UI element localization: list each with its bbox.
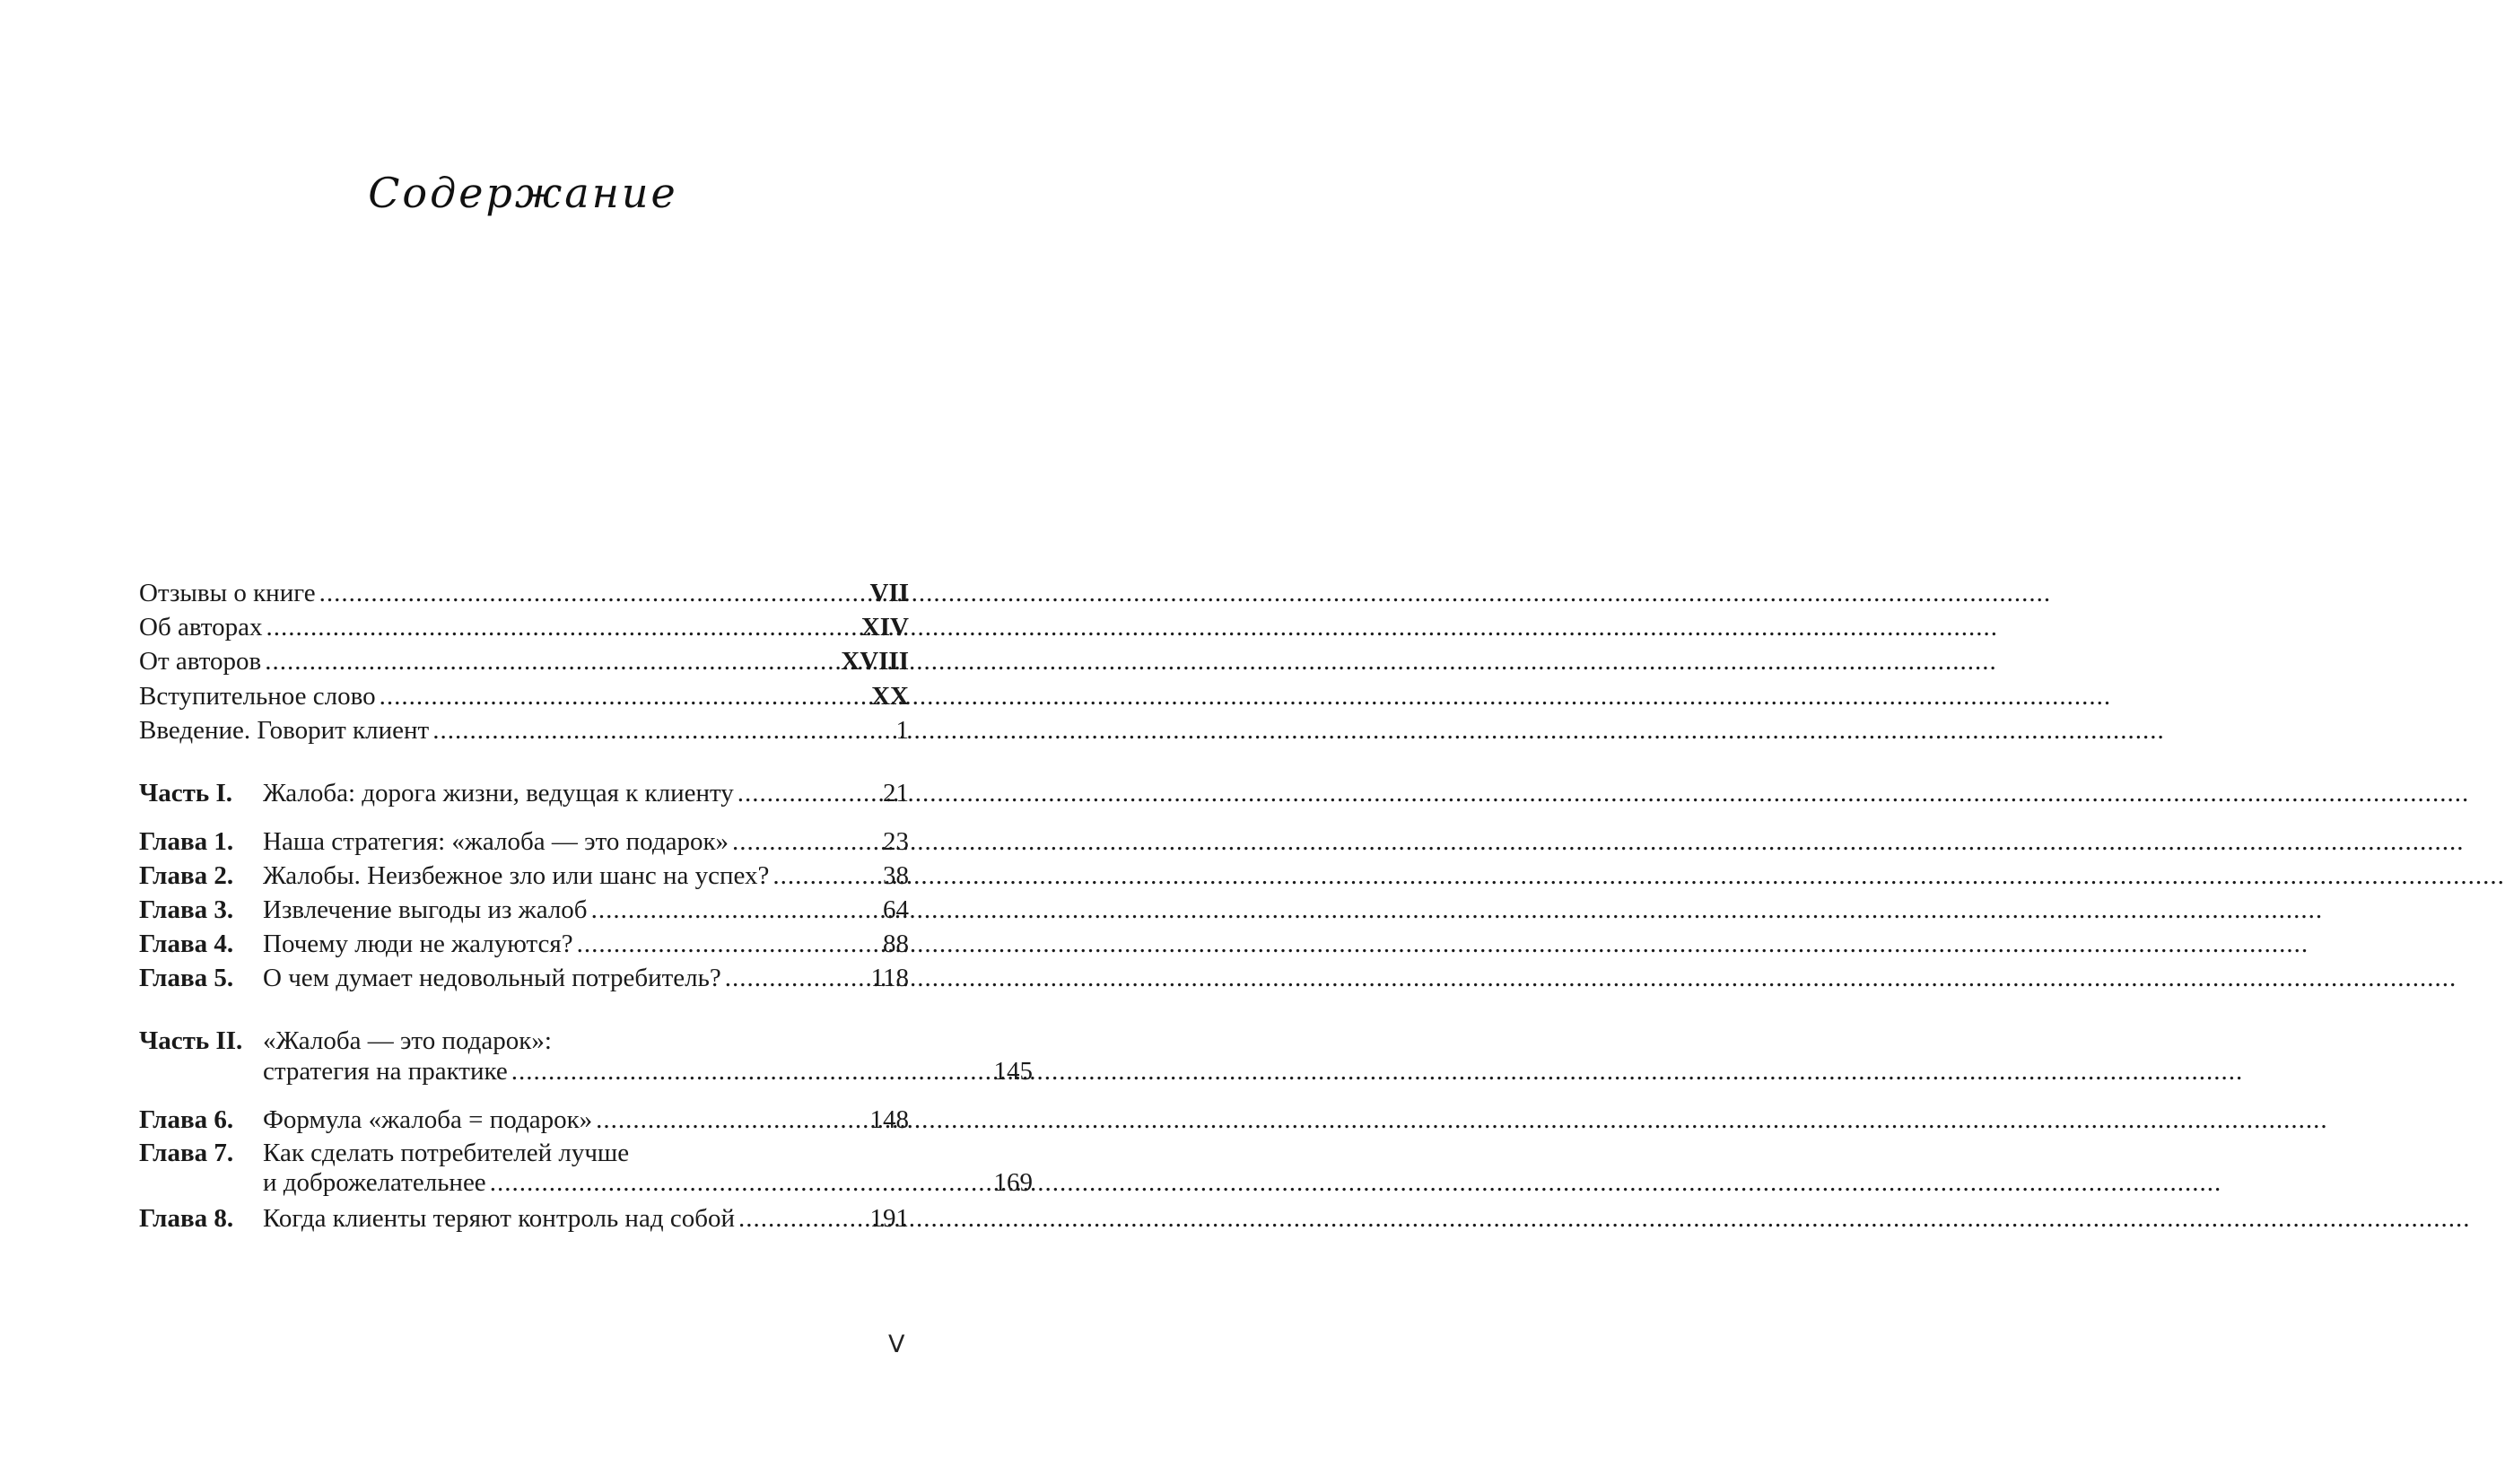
dot-leader (738, 1200, 867, 1236)
chapter-label: Глава 1. (139, 827, 234, 856)
toc-entry-introduction[interactable] (139, 712, 909, 748)
toc-entry-title: Когда клиенты теряют контроль над собой (263, 1204, 735, 1233)
part-label: Часть II. (139, 1026, 243, 1055)
dot-leader (265, 643, 837, 679)
toc-page-number: VII (869, 579, 909, 607)
dot-leader (511, 1053, 991, 1089)
toc-entry-title: Почему люди не жалуются? (263, 930, 573, 958)
toc-entry-about-authors[interactable] (139, 609, 909, 645)
chapter-label: Глава 3. (139, 895, 234, 924)
toc-entry-title-continued: и доброжелательнее (263, 1168, 486, 1197)
toc-page-number: 169 (993, 1168, 1033, 1197)
chapter-label: Глава 4. (139, 930, 234, 958)
dot-leader (432, 712, 892, 748)
toc-page-number: 21 (883, 779, 909, 807)
dot-leader (380, 678, 868, 714)
toc-entry-title: «Жалоба — это подарок»: (263, 1026, 552, 1055)
dot-leader (577, 926, 879, 962)
toc-entry-title: Формула «жалоба = подарок» (263, 1105, 593, 1134)
toc-page-number: 64 (883, 895, 909, 924)
table-of-contents (139, 0, 1033, 1484)
toc-entry-title: От авторов (139, 647, 262, 676)
toc-entry-title: Как сделать потребителей лучше (263, 1139, 630, 1167)
toc-page-number: 118 (870, 964, 909, 992)
toc-entry-title: Наша стратегия: «жалоба — это подарок» (263, 827, 729, 856)
toc-entry-chapter-6[interactable] (139, 1102, 909, 1138)
toc-entry-chapter-5[interactable] (139, 960, 909, 996)
toc-page-number: 191 (869, 1204, 909, 1233)
dot-leader (591, 892, 879, 928)
toc-entry-part-1[interactable] (139, 775, 909, 811)
toc-entry-from-authors[interactable] (139, 643, 909, 679)
toc-page-number: XVIII (841, 647, 909, 676)
part-label: Часть I. (139, 779, 233, 807)
toc-entry-title: Жалобы. Неизбежное зло или шанс на успех? (263, 861, 770, 890)
dot-leader (725, 960, 868, 996)
chapter-label: Глава 6. (139, 1105, 234, 1134)
dot-leader (732, 824, 879, 860)
toc-entry-title-continued: стратегия на практике (263, 1057, 508, 1086)
toc-entry-chapter-8[interactable] (139, 1200, 909, 1236)
toc-page-number: XIV (860, 613, 909, 642)
toc-entry-title: Вступительное слово (139, 682, 376, 711)
toc-entry-chapter-4[interactable] (139, 926, 909, 962)
toc-page-number: 38 (883, 861, 909, 890)
toc-page-number: 145 (993, 1057, 1033, 1086)
toc-entry-chapter-1[interactable] (139, 824, 909, 860)
toc-entry-title: О чем думает недовольный потребитель? (263, 964, 721, 992)
toc-page-number: XX (871, 682, 909, 711)
chapter-label: Глава 8. (139, 1204, 234, 1233)
chapter-label: Глава 5. (139, 964, 234, 992)
dot-leader (266, 609, 857, 645)
page-folio: V (888, 1331, 905, 1358)
toc-entry-part-2-continued[interactable] (139, 1053, 1033, 1089)
toc-page-number: 88 (883, 930, 909, 958)
chapter-label: Глава 7. (139, 1139, 234, 1167)
toc-page-number: 1 (895, 716, 909, 745)
toc-entry-title: Извлечение выгоды из жалоб (263, 895, 588, 924)
toc-page-number: 23 (883, 827, 909, 856)
dot-leader (772, 858, 879, 894)
chapter-label: Глава 2. (139, 861, 234, 890)
toc-entry-title: Жалоба: дорога жизни, ведущая к клиенту (263, 779, 734, 807)
toc-entry-chapter-2[interactable] (139, 858, 909, 894)
toc-entry-title: Отзывы о книге (139, 579, 316, 607)
dot-leader (596, 1102, 866, 1138)
dot-leader (738, 775, 879, 811)
toc-entry-title: Об авторах (139, 613, 263, 642)
dot-leader (490, 1165, 991, 1200)
toc-entry-chapter-3[interactable] (139, 892, 909, 928)
toc-entry-chapter-7-continued[interactable] (139, 1165, 1033, 1200)
toc-entry-reviews[interactable] (139, 575, 909, 611)
toc-entry-foreword[interactable] (139, 678, 909, 714)
toc-page-number: 148 (869, 1105, 909, 1134)
dot-leader (319, 575, 867, 611)
page-title: Содержание (368, 169, 678, 217)
toc-entry-title: Введение. Говорит клиент (139, 716, 430, 745)
